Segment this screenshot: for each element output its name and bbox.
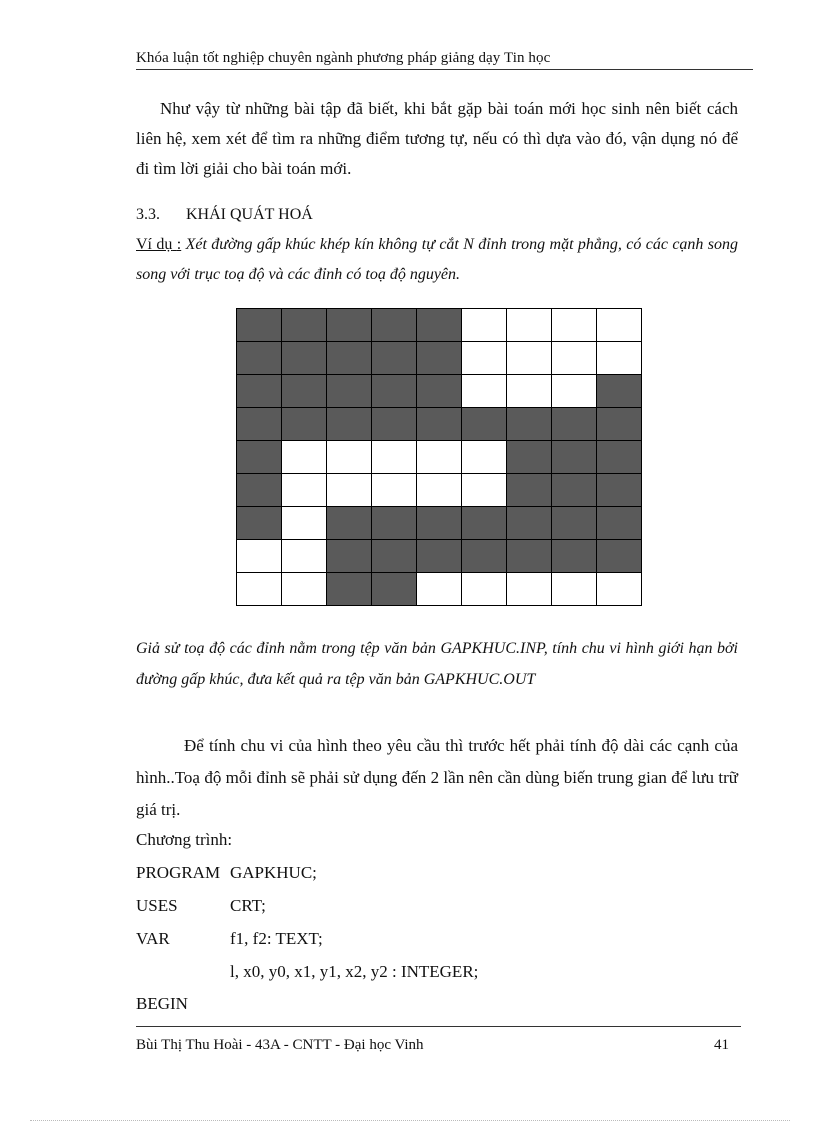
grid-cell-filled <box>417 507 462 540</box>
grid-cell-filled <box>372 375 417 408</box>
grid-cell-empty <box>282 507 327 540</box>
grid-cell-filled <box>372 309 417 342</box>
grid-cell-filled <box>372 573 417 606</box>
grid-cell-filled <box>597 408 642 441</box>
grid-cell-filled <box>282 408 327 441</box>
grid-cell-empty <box>372 441 417 474</box>
example-paragraph <box>136 230 738 290</box>
grid-cell-filled <box>507 507 552 540</box>
program-heading: Chương trình: <box>136 830 233 849</box>
grid-cell-filled <box>552 408 597 441</box>
grid-cell-filled <box>282 309 327 342</box>
grid-cell-filled <box>507 408 552 441</box>
grid-cell-filled <box>237 375 282 408</box>
grid-cell-empty <box>597 309 642 342</box>
page-footer <box>136 1026 741 1054</box>
page-header <box>136 50 753 70</box>
section-number: 3.3. <box>136 206 160 223</box>
grid-cell-filled <box>462 540 507 573</box>
header-title: Khóa luận tốt nghiệp chuyên ngành phương pháp giảng dạy Tin học <box>136 50 551 66</box>
grid-cell-filled <box>597 540 642 573</box>
grid-cell-filled <box>552 507 597 540</box>
grid-cell-filled <box>327 540 372 573</box>
grid-cell-filled <box>327 309 372 342</box>
grid-cell-empty <box>462 573 507 606</box>
grid-cell-empty <box>462 375 507 408</box>
grid-cell-filled <box>597 507 642 540</box>
explanation-paragraph: Để tính chu vi của hình theo yêu cầu thì trước hết phải tính độ dài các cạnh của hình..Toạ độ mỗi đỉnh sẽ phải sử dụng đến 2 lần nên cần dùng biến trung gian để lưu trữ giá trị. <box>136 736 738 819</box>
grid-cell-empty <box>597 573 642 606</box>
grid-cell-filled <box>327 342 372 375</box>
grid-cell-filled <box>507 441 552 474</box>
task-paragraph: Giả sử toạ độ các đỉnh nằm trong tệp văn bản GAPKHUC.INP, tính chu vi hình giới hạn bởi đường gấp khúc, đưa kết quả ra tệp văn bản GAPKHUC.OUT <box>136 640 738 688</box>
intro-paragraph: Như vậy từ những bài tập đã biết, khi bắt gặp bài toán mới học sinh nên biết cách liên hệ, xem xét để tìm ra những điểm tương tự, nếu có thì dựa vào đó, vận dụng nó để đi tìm lời giải cho bài toán mới. <box>136 99 738 178</box>
grid-cell-filled <box>237 408 282 441</box>
section-title: KHÁI QUÁT HOÁ <box>186 206 313 223</box>
grid-cell-filled <box>417 540 462 573</box>
grid-cell-filled <box>327 573 372 606</box>
grid-cell-filled <box>462 507 507 540</box>
grid-cell-filled <box>372 408 417 441</box>
grid-cell-filled <box>552 441 597 474</box>
grid-cell-filled <box>372 540 417 573</box>
grid-cell-empty <box>597 342 642 375</box>
grid-cell-filled <box>417 408 462 441</box>
grid-cell-empty <box>237 540 282 573</box>
grid-cell-filled <box>507 474 552 507</box>
code-line: BEGIN <box>136 994 188 1013</box>
grid-cell-filled <box>597 375 642 408</box>
grid-cell-empty <box>417 573 462 606</box>
grid-cell-empty <box>372 474 417 507</box>
code-line: PROGRAM GAPKHUC; <box>136 863 317 882</box>
grid-cell-empty <box>327 441 372 474</box>
grid-cell-filled <box>552 474 597 507</box>
code-line: VAR f1, f2: TEXT; <box>136 929 323 948</box>
grid-cell-empty <box>462 309 507 342</box>
grid-cell-filled <box>552 540 597 573</box>
grid-cell-filled <box>237 441 282 474</box>
grid-cell-filled <box>237 342 282 375</box>
grid-cell-empty <box>282 441 327 474</box>
grid-cell-empty <box>462 342 507 375</box>
grid-cell-empty <box>507 342 552 375</box>
grid-cell-empty <box>507 573 552 606</box>
grid-cell-empty <box>552 375 597 408</box>
grid-cell-empty <box>552 573 597 606</box>
grid-cell-filled <box>282 342 327 375</box>
grid-cell-empty <box>282 540 327 573</box>
grid-cell-empty <box>417 441 462 474</box>
grid-cell-empty <box>417 474 462 507</box>
grid-cell-filled <box>327 408 372 441</box>
grid-cell-filled <box>372 507 417 540</box>
footer-author: Bùi Thị Thu Hoài - 43A - CNTT - Đại học Vinh <box>136 1037 424 1053</box>
grid-cell-empty <box>552 309 597 342</box>
grid-cell-empty <box>282 573 327 606</box>
code-line: USES CRT; <box>136 896 266 915</box>
grid-cell-empty <box>552 342 597 375</box>
grid-cell-empty <box>327 474 372 507</box>
grid-cell-filled <box>237 309 282 342</box>
grid-cell-filled <box>417 309 462 342</box>
section-heading <box>136 206 313 224</box>
grid-cell-filled <box>282 375 327 408</box>
grid-cell-empty <box>462 474 507 507</box>
grid-cell-filled <box>372 342 417 375</box>
grid-cell-empty <box>507 309 552 342</box>
code-line: l, x0, y0, x1, y1, x2, y2 : INTEGER; <box>230 962 479 981</box>
page-edge-divider <box>30 1120 790 1121</box>
grid-cell-filled <box>237 474 282 507</box>
polyline-grid-figure <box>236 308 642 606</box>
grid-cell-empty <box>282 474 327 507</box>
grid-cell-filled <box>417 375 462 408</box>
grid-cell-filled <box>327 375 372 408</box>
grid-cell-empty <box>507 375 552 408</box>
grid-cell-filled <box>237 507 282 540</box>
grid-cell-filled <box>597 474 642 507</box>
grid-cell-filled <box>417 342 462 375</box>
example-text: Xét đường gấp khúc khép kín không tự cắt N đỉnh trong mặt phẳng, có các cạnh song song với trục toạ độ và các đỉnh có toạ độ nguyên. <box>136 236 739 283</box>
grid-cell-filled <box>507 540 552 573</box>
grid-cell-filled <box>327 507 372 540</box>
example-label: Ví dụ : <box>136 236 182 253</box>
grid-cell-empty <box>237 573 282 606</box>
grid-cell-filled <box>462 408 507 441</box>
grid-cell-filled <box>597 441 642 474</box>
page-number: 41 <box>714 1037 729 1053</box>
grid-cell-empty <box>462 441 507 474</box>
